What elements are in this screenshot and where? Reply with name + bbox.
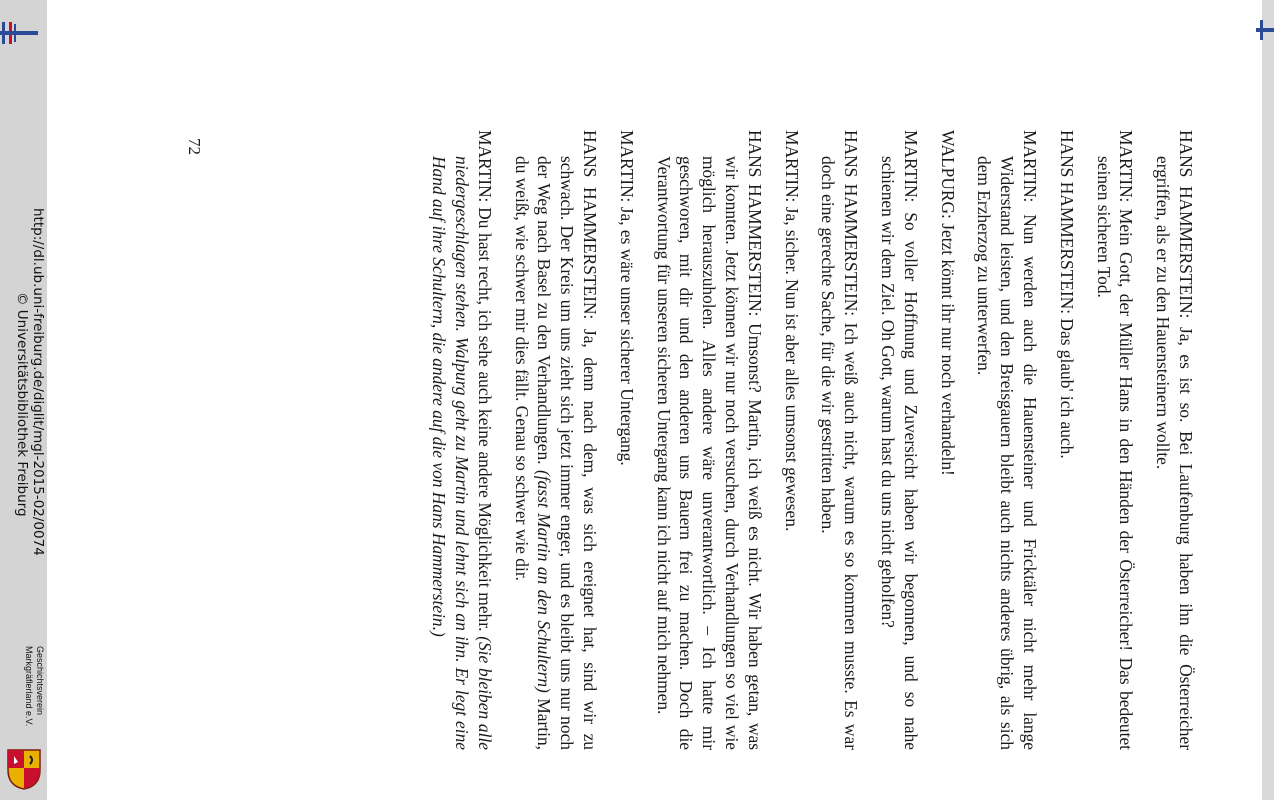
scanned-page <box>47 0 1262 800</box>
dialogue-text: Ja, es wäre unser sicherer Untergang. <box>616 202 637 466</box>
dialogue-text: Jetzt könnt ihr nur noch verhandeln! <box>937 218 958 476</box>
dialogue-paragraph <box>427 130 495 750</box>
society-name <box>23 646 45 726</box>
copyright-text: © Universitätsbibliothek Freiburg <box>14 292 30 517</box>
dialogue-paragraph <box>876 130 922 750</box>
speaker-name: MARTIN: <box>900 130 921 203</box>
speaker-name: MARTIN: <box>616 130 637 203</box>
dialogue-paragraph <box>780 130 803 750</box>
speaker-name: MARTIN: <box>474 130 495 203</box>
stage-direction: (Sie bleiben alle niedergeschlagen stehen. Walpurg geht zu Martin und lehnt sich an ihn. Er legt eine Hand auf ihre Schultern, die andere auf die von Hans Hammerstein.) <box>429 156 495 751</box>
dialogue-paragraph <box>1092 130 1138 750</box>
speaker-name: MARTIN: <box>781 130 802 203</box>
society-name-line1: Geschichtsverein <box>35 646 45 716</box>
dialogue-text: So voller Hoffnung und Zuversicht haben wir begonnen, und so nahe schienen wir dem Ziel. Oh Gott, warum hast du uns nicht geholfen? <box>878 156 921 750</box>
dialogue-paragraph <box>652 130 766 750</box>
dialogue-paragraph <box>936 130 959 750</box>
dialogue-text: Umsonst? Martin, ich weiß es nicht. Wir haben getan, was wir konnten. Jetzt können wir nur noch versuchen, durch Verhandlungen so viel wie möglich herauszuholen. Alles andere wäre unverantwortlich. – Ich hatte mir geschworen, mit dir und den anderen uns Bauern frei zu machen. Doch die Verantwortung für unseren sicheren Untergang kann ich nicht auf mich nehmen. <box>653 156 765 750</box>
dialogue-text: Ja, es ist so. Bei Laufenburg haben ihn die Österreicher ergriffen, als er zu den Hauensteinern wollte. <box>1153 156 1196 751</box>
dialogue-paragraph <box>1055 130 1078 750</box>
speaker-name: MARTIN: <box>1020 130 1041 203</box>
dialogue-text: Das glaub' ich auch. <box>1056 314 1077 459</box>
speaker-name: HANS HAMMERSTEIN: <box>841 130 862 317</box>
stage-direction: (fasst Martin an den Schultern) <box>534 469 555 693</box>
dialogue-text: Ja, sicher. Nun ist aber alles umsonst gewesen. <box>781 202 802 532</box>
speaker-name: HANS HAMMERSTEIN: <box>580 130 601 320</box>
dialogue-text: Nun werden auch die Hauensteiner und Fricktäler nicht mehr lange Widerstand leisten, und den Breisgauern bleibt auch nichts anderes übrig, als sich dem Erzherzog zu unterwerfen. <box>974 156 1041 750</box>
society-name-line2: Markgräflerland e.V. <box>24 646 34 727</box>
dialogue-text: Ich weiß auch nicht, warum es so kommen musste. Es war doch eine gerechte Sache, für die wir gestritten haben. <box>818 156 862 750</box>
left-sidebar-strip <box>0 0 47 800</box>
dialogue-paragraph <box>817 130 863 750</box>
page-number: 72 <box>185 138 204 155</box>
ub-logo-icon <box>0 14 40 54</box>
speaker-name: WALPURG: <box>937 130 958 219</box>
dialogue-paragraph <box>1151 130 1197 750</box>
speaker-name: HANS HAMMERSTEIN: <box>744 130 765 317</box>
dialogue-text: Mein Gott, der Müller Hans in den Händen der Österreicher! Das bedeutet seinen sicheren Tod. <box>1093 156 1137 750</box>
dialogue-text-continued: Martin, du weißt, wie schwer mir dies fällt. Genau so schwer wie dir. <box>511 156 555 751</box>
dialogue-paragraph <box>510 130 601 750</box>
ub-logo-fragment-icon <box>1256 18 1274 42</box>
dialogue-paragraph <box>615 130 638 750</box>
coat-of-arms-icon <box>6 748 42 790</box>
speaker-name: MARTIN: <box>1116 130 1137 203</box>
right-edge-strip <box>1262 0 1274 800</box>
document-url-link[interactable]: http://dl.ub.uni-freiburg.de/diglit/mgl-2015-02/0074 <box>30 208 46 556</box>
dialogue-text: Ja, denn nach dem, was sich ereignet hat, sind wir zu schwach. Der Kreis um uns zieht sich jetzt immer enger, und es bleibt uns nur noch der Weg nach Basel zu den Verhandlungen. <box>534 156 601 750</box>
dialogue-text: Du hast recht, ich sehe auch keine andere Möglichkeit mehr. <box>474 202 495 637</box>
play-text-column <box>317 130 1197 750</box>
speaker-name: HANS HAMMERSTEIN: <box>1056 130 1077 315</box>
dialogue-paragraph <box>973 130 1041 750</box>
speaker-name: HANS HAMMERSTEIN: <box>1176 130 1196 319</box>
